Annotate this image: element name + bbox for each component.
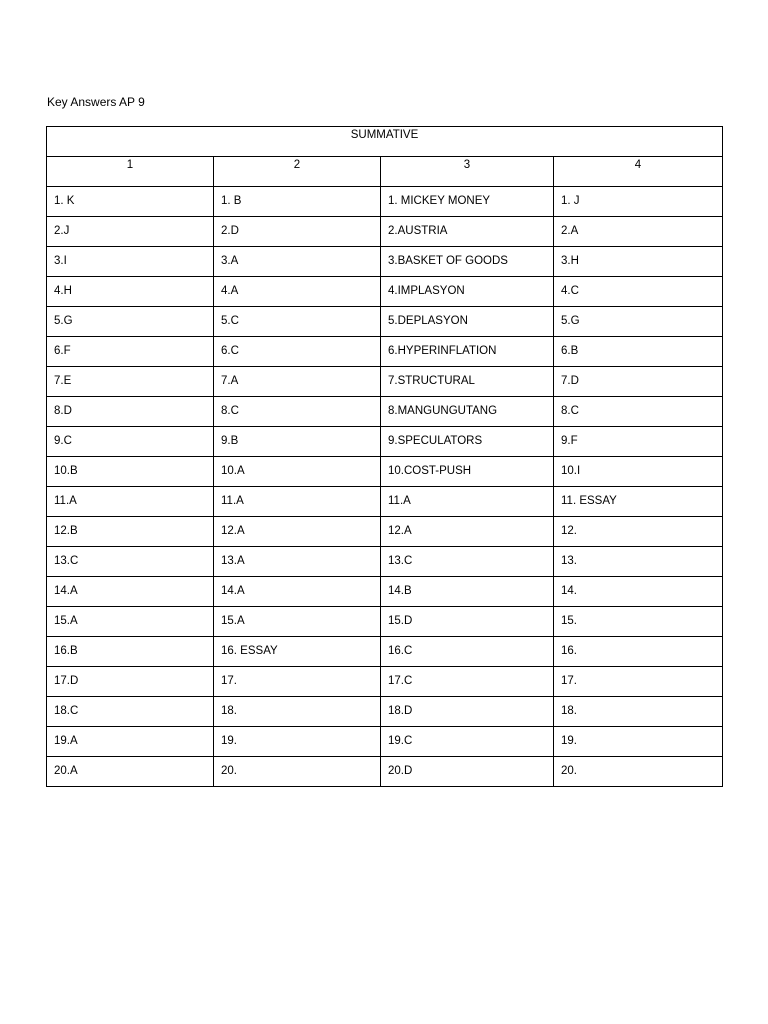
answer-cell: 14.A [47,577,214,607]
answer-cell: 9.F [554,427,723,457]
table-row [47,187,723,217]
answer-cell: 8.C [214,397,381,427]
answer-cell: 6.C [214,337,381,367]
table-row [47,367,723,397]
answer-cell: 2.A [554,217,723,247]
answer-cell: 5.G [47,307,214,337]
answer-cell: 6.B [554,337,723,367]
answer-cell: 20.A [47,757,214,787]
answer-cell: 13.A [214,547,381,577]
answer-cell: 1. J [554,187,723,217]
answer-cell: 4.IMPLASYON [381,277,554,307]
answer-cell: 5.G [554,307,723,337]
answer-cell: 18.C [47,697,214,727]
answer-cell: 3.A [214,247,381,277]
answer-cell: 17.D [47,667,214,697]
answer-cell: 10.COST-PUSH [381,457,554,487]
answer-cell: 1. MICKEY MONEY [381,187,554,217]
answer-cell: 13.C [381,547,554,577]
answer-cell: 18. [554,697,723,727]
answer-cell: 17.C [381,667,554,697]
table-row [47,277,723,307]
answer-key-table [46,126,723,787]
answer-cell: 9.B [214,427,381,457]
answer-cell: 15.A [214,607,381,637]
answer-cell: 2.AUSTRIA [381,217,554,247]
answer-cell: 13.C [47,547,214,577]
table-row [47,397,723,427]
table-row [47,757,723,787]
column-header: 2 [214,157,381,187]
answer-cell: 4.C [554,277,723,307]
answer-cell: 20. [214,757,381,787]
table-row [47,457,723,487]
table-row [47,547,723,577]
answer-cell: 10.A [214,457,381,487]
answer-cell: 11.A [214,487,381,517]
table-row [47,247,723,277]
table-row [47,727,723,757]
answer-cell: 18. [214,697,381,727]
answer-cell: 14. [554,577,723,607]
answer-cell: 15. [554,607,723,637]
column-header: 4 [554,157,723,187]
answer-cell: 3.H [554,247,723,277]
summative-caption: SUMMATIVE [47,127,723,157]
answer-cell: 4.H [47,277,214,307]
answer-cell: 12.B [47,517,214,547]
answer-cell: 13. [554,547,723,577]
answer-cell: 2.D [214,217,381,247]
answer-cell: 1. K [47,187,214,217]
answer-cell: 7.E [47,367,214,397]
answer-cell: 11.A [47,487,214,517]
document-title: Key Answers AP 9 [47,95,145,109]
answer-cell: 5.C [214,307,381,337]
answer-cell: 19. [214,727,381,757]
table-row [47,307,723,337]
table-row [47,607,723,637]
answer-cell: 11. ESSAY [554,487,723,517]
table-row [47,667,723,697]
table-row [47,217,723,247]
answer-cell: 8.D [47,397,214,427]
answer-cell: 20.D [381,757,554,787]
answer-cell: 3.I [47,247,214,277]
answer-cell: 3.BASKET OF GOODS [381,247,554,277]
answer-cell: 11.A [381,487,554,517]
answer-cell: 10.I [554,457,723,487]
table-row [47,517,723,547]
column-header: 1 [47,157,214,187]
table-row [47,697,723,727]
answer-cell: 8.C [554,397,723,427]
answer-cell: 2.J [47,217,214,247]
answer-cell: 16. [554,637,723,667]
answer-cell: 9.C [47,427,214,457]
answer-cell: 14.B [381,577,554,607]
answer-cell: 10.B [47,457,214,487]
answer-cell: 17. [554,667,723,697]
answer-cell: 7.A [214,367,381,397]
answer-cell: 12. [554,517,723,547]
answer-cell: 17. [214,667,381,697]
answer-cell: 15.D [381,607,554,637]
table-row [47,637,723,667]
answer-cell: 4.A [214,277,381,307]
answer-cell: 16.B [47,637,214,667]
answer-cell: 6.HYPERINFLATION [381,337,554,367]
table-row [47,487,723,517]
answer-cell: 19.A [47,727,214,757]
answer-cell: 5.DEPLASYON [381,307,554,337]
table-row [47,427,723,457]
answer-cell: 9.SPECULATORS [381,427,554,457]
column-header: 3 [381,157,554,187]
answer-cell: 12.A [381,517,554,547]
answer-cell: 18.D [381,697,554,727]
answer-cell: 7.STRUCTURAL [381,367,554,397]
answer-cell: 20. [554,757,723,787]
table-row [47,337,723,367]
answer-cell: 1. B [214,187,381,217]
answer-cell: 19.C [381,727,554,757]
answer-cell: 19. [554,727,723,757]
answer-cell: 7.D [554,367,723,397]
answer-cell: 16. ESSAY [214,637,381,667]
answer-cell: 12.A [214,517,381,547]
answer-cell: 15.A [47,607,214,637]
answer-cell: 8.MANGUNGUTANG [381,397,554,427]
column-header-row [47,157,723,187]
answer-cell: 14.A [214,577,381,607]
answer-cell: 6.F [47,337,214,367]
summative-row [47,127,723,157]
answer-cell: 16.C [381,637,554,667]
table-row [47,577,723,607]
